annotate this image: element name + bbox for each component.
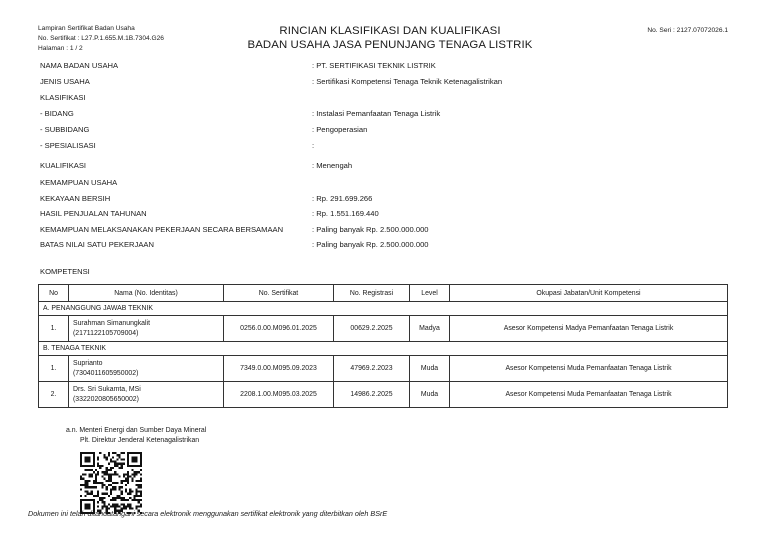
info-value: : Pengoperasian: [312, 125, 368, 134]
group-row: [39, 302, 728, 316]
signature-line-2: Plt. Direktur Jenderal Ketenagalistrikan: [80, 436, 200, 444]
cell-sertifikat: 7349.0.00.M095.09.2023: [224, 356, 334, 382]
info-key: HASIL PENJUALAN TAHUNAN: [40, 209, 147, 218]
cell-level: Muda: [410, 382, 450, 408]
info-key: JENIS USAHA: [40, 77, 90, 86]
cell-okupasi: Asesor Kompetensi Muda Pemanfaatan Tenaga Listrik: [450, 382, 728, 408]
cell-nama: [69, 356, 224, 382]
page-number: Halaman : 1 / 2: [38, 45, 83, 52]
column-header-sertifikat: No. Sertifikat: [224, 285, 334, 302]
info-row: [40, 208, 740, 219]
person-name: Suprianto: [73, 360, 103, 367]
column-header-registrasi: No. Registrasi: [334, 285, 410, 302]
info-key: BATAS NILAI SATU PEKERJAAN: [40, 240, 154, 249]
info-row: [40, 160, 740, 171]
cell-level: Muda: [410, 356, 450, 382]
info-row: [40, 92, 740, 103]
cell-okupasi: Asesor Kompetensi Madya Pemanfaatan Tenaga Listrik: [450, 316, 728, 342]
group-label: A. PENANGGUNG JAWAB TEKNIK: [39, 302, 728, 316]
cell-okupasi: Asesor Kompetensi Muda Pemanfaatan Tenaga Listrik: [450, 356, 728, 382]
cell-nama: [69, 382, 224, 408]
certificate-number: No. Sertifikat : L27.P.1.655.M.1B.7304.G26: [38, 35, 164, 42]
info-row: [40, 140, 740, 151]
header-left: [38, 24, 164, 54]
info-row: [40, 108, 740, 119]
info-value: : Sertifikasi Kompetensi Tenaga Teknik Ketenagalistrikan: [312, 77, 503, 86]
info-value: : PT. SERTIFIKASI TEKNIK LISTRIK: [312, 61, 436, 70]
info-key: - SUBBIDANG: [40, 125, 90, 134]
person-name: Drs. Sri Sukamta, MSi: [73, 386, 141, 393]
info-key: KLASIFIKASI: [40, 93, 86, 102]
info-value: : Instalasi Pemanfaatan Tenaga Listrik: [312, 109, 441, 118]
title-line-1: RINCIAN KLASIFIKASI DAN KUALIFIKASI: [279, 25, 501, 37]
document-title: [200, 25, 580, 52]
cell-registrasi: 47969.2.2023: [334, 356, 410, 382]
cell-sertifikat: 2208.1.00.M095.03.2025: [224, 382, 334, 408]
cell-no: 2.: [39, 382, 69, 408]
signature-block: [66, 426, 206, 445]
person-id: (2171122105709004): [73, 329, 139, 337]
footer-note: Dokumen ini telah ditandatangani secara elektronik menggunakan sertifikat elektronik yang diterbitkan oleh BSrE: [28, 509, 388, 518]
table-row: [39, 316, 728, 342]
column-header-nama: Nama (No. Identitas): [69, 285, 224, 302]
info-key: KEKAYAAN BERSIH: [40, 194, 111, 203]
cell-registrasi: 14986.2.2025: [334, 382, 410, 408]
info-key: KUALIFIKASI: [40, 161, 87, 170]
info-value: : Paling banyak Rp. 2.500.000.000: [312, 225, 429, 234]
qr-code: [80, 452, 142, 514]
cell-level: Madya: [410, 316, 450, 342]
info-row: [40, 224, 740, 235]
serial-number: No. Seri : 2127.07072026.1: [647, 27, 728, 34]
title-line-2: BADAN USAHA JASA PENUNJANG TENAGA LISTRIK: [247, 38, 533, 51]
info-value: : Menengah: [312, 161, 353, 170]
person-id: (3322020805650002): [73, 395, 139, 403]
person-name: Surahman Simanungkalit: [73, 320, 150, 327]
person-id: (7304011605950002): [73, 369, 139, 377]
table-row: [39, 356, 728, 382]
info-value: : Rp. 1.551.169.440: [312, 209, 379, 218]
info-row: [40, 193, 740, 204]
column-header-level: Level: [410, 285, 450, 302]
kompetensi-heading: KOMPETENSI: [40, 267, 90, 276]
info-value: :: [312, 141, 315, 150]
kompetensi-table: [38, 284, 728, 408]
info-row: [40, 124, 740, 135]
info-value: : Rp. 291.699.266: [312, 194, 373, 203]
info-row: [40, 177, 740, 188]
info-key: NAMA BADAN USAHA: [40, 61, 119, 70]
info-key: - SPESIALISASI: [40, 141, 96, 150]
info-key: - BIDANG: [40, 109, 74, 118]
table-row: [39, 382, 728, 408]
info-key: KEMAMPUAN USAHA: [40, 178, 118, 187]
signature-line-1: a.n. Menteri Energi dan Sumber Daya Mineral: [66, 427, 207, 434]
cell-sertifikat: 0256.0.00.M096.01.2025: [224, 316, 334, 342]
cell-registrasi: 00629.2.2025: [334, 316, 410, 342]
info-key: KEMAMPUAN MELAKSANAKAN PEKERJAAN SECARA BERSAMAAN: [40, 225, 284, 234]
cell-nama: [69, 316, 224, 342]
info-row: [40, 76, 740, 87]
info-value: : Paling banyak Rp. 2.500.000.000: [312, 240, 429, 249]
group-row: [39, 342, 728, 356]
cell-no: 1.: [39, 316, 69, 342]
info-row: [40, 60, 740, 71]
cell-no: 1.: [39, 356, 69, 382]
table-header-row: [39, 285, 728, 302]
lampiran-text: Lampiran Sertifikat Badan Usaha: [38, 25, 135, 32]
column-header-no: No: [39, 285, 69, 302]
column-header-okupasi: Okupasi Jabatan/Unit Kompetensi: [450, 285, 728, 302]
group-label: B. TENAGA TEKNIK: [39, 342, 728, 356]
info-row: [40, 239, 740, 250]
